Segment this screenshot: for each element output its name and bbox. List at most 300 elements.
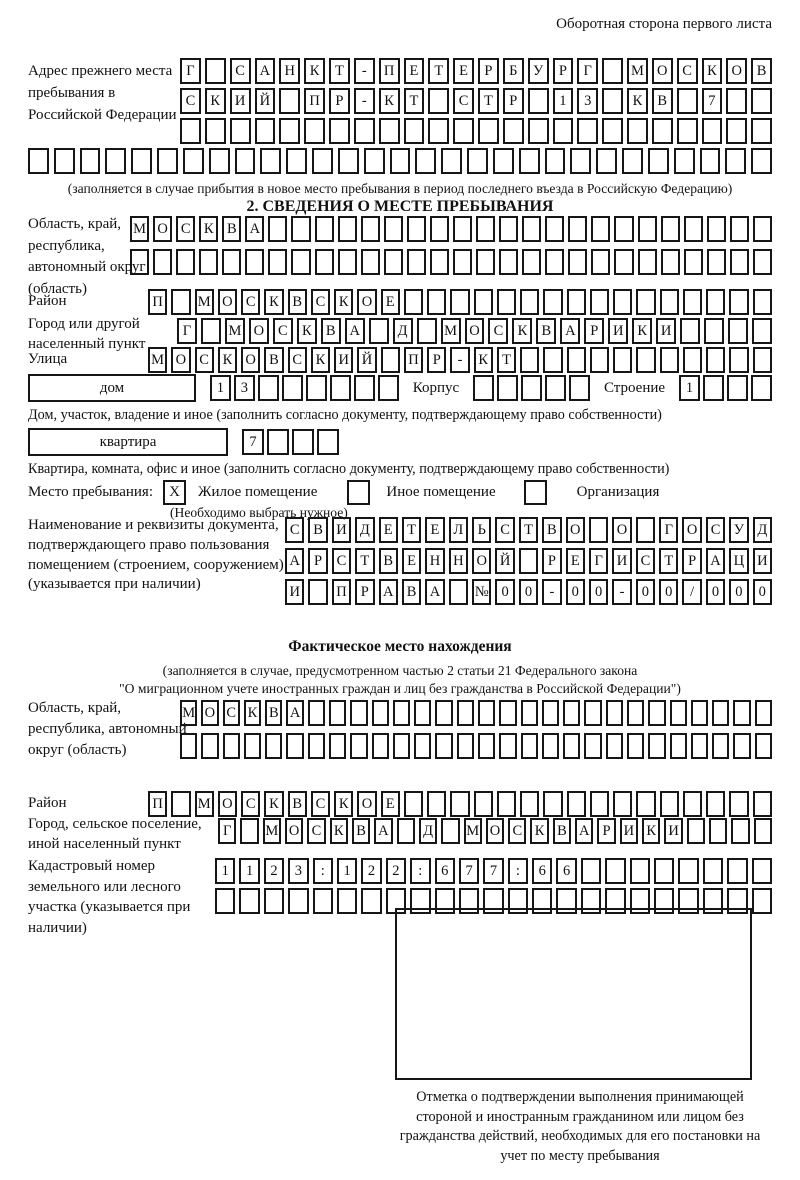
char-cell[interactable]: О <box>357 791 376 817</box>
char-cell[interactable]: - <box>450 347 469 373</box>
char-cell[interactable] <box>683 347 702 373</box>
char-cell[interactable]: М <box>464 818 482 844</box>
char-cell[interactable]: О <box>652 58 673 84</box>
char-cell[interactable]: № <box>472 579 491 605</box>
char-cell[interactable]: К <box>474 347 493 373</box>
char-cell[interactable] <box>755 700 772 726</box>
char-cell[interactable]: О <box>357 289 376 315</box>
char-cell[interactable] <box>636 517 655 543</box>
char-cell[interactable] <box>372 700 389 726</box>
char-cell[interactable]: К <box>264 289 283 315</box>
char-cell[interactable] <box>315 249 334 275</box>
char-cell[interactable] <box>752 888 772 914</box>
char-cell[interactable] <box>28 148 49 174</box>
char-cell[interactable]: Г <box>577 58 598 84</box>
char-cell[interactable] <box>435 733 452 759</box>
char-cell[interactable]: Г <box>180 58 201 84</box>
char-cell[interactable] <box>315 216 334 242</box>
char-cell[interactable] <box>450 289 469 315</box>
char-cell[interactable] <box>660 347 679 373</box>
char-cell[interactable] <box>545 216 564 242</box>
char-cell[interactable]: В <box>751 58 772 84</box>
char-cell[interactable]: К <box>199 216 218 242</box>
char-cell[interactable]: К <box>304 58 325 84</box>
char-cell[interactable] <box>329 700 346 726</box>
char-cell[interactable]: Т <box>428 58 449 84</box>
char-cell[interactable] <box>590 791 609 817</box>
char-cell[interactable]: К <box>379 88 400 114</box>
char-cell[interactable] <box>404 118 425 144</box>
char-cell[interactable]: Р <box>542 548 561 574</box>
char-cell[interactable] <box>223 733 240 759</box>
char-cell[interactable] <box>638 216 657 242</box>
char-cell[interactable] <box>563 733 580 759</box>
char-cell[interactable]: О <box>201 700 218 726</box>
char-cell[interactable] <box>752 318 772 344</box>
char-cell[interactable] <box>497 791 516 817</box>
char-cell[interactable]: С <box>230 58 251 84</box>
char-cell[interactable]: П <box>332 579 351 605</box>
char-cell[interactable] <box>453 249 472 275</box>
char-cell[interactable]: Ц <box>729 548 748 574</box>
char-cell[interactable]: 3 <box>288 858 308 884</box>
char-cell[interactable]: Р <box>584 318 604 344</box>
char-cell[interactable] <box>180 118 201 144</box>
char-cell[interactable]: Г <box>659 517 678 543</box>
char-cell[interactable] <box>453 216 472 242</box>
char-cell[interactable]: Т <box>497 347 516 373</box>
char-cell[interactable]: Р <box>597 818 615 844</box>
char-cell[interactable]: П <box>404 347 423 373</box>
char-cell[interactable] <box>255 118 276 144</box>
char-cell[interactable]: Р <box>503 88 524 114</box>
char-cell[interactable] <box>308 700 325 726</box>
char-cell[interactable]: 6 <box>556 858 576 884</box>
char-cell[interactable] <box>751 148 772 174</box>
char-cell[interactable] <box>476 216 495 242</box>
char-cell[interactable] <box>265 733 282 759</box>
stay-type-checkbox-organization[interactable] <box>524 480 547 505</box>
char-cell[interactable] <box>729 347 748 373</box>
char-cell[interactable] <box>707 249 726 275</box>
char-cell[interactable] <box>478 700 495 726</box>
char-cell[interactable] <box>414 700 431 726</box>
char-cell[interactable] <box>660 289 679 315</box>
char-cell[interactable] <box>329 118 350 144</box>
char-cell[interactable]: А <box>285 548 304 574</box>
char-cell[interactable] <box>304 118 325 144</box>
char-cell[interactable] <box>553 118 574 144</box>
char-cell[interactable]: 2 <box>264 858 284 884</box>
char-cell[interactable] <box>590 289 609 315</box>
char-cell[interactable]: В <box>265 700 282 726</box>
char-cell[interactable] <box>503 118 524 144</box>
char-cell[interactable] <box>707 216 726 242</box>
char-cell[interactable]: К <box>530 818 548 844</box>
char-cell[interactable]: О <box>465 318 485 344</box>
char-cell[interactable] <box>441 818 459 844</box>
char-cell[interactable]: 7 <box>459 858 479 884</box>
char-cell[interactable]: С <box>453 88 474 114</box>
char-cell[interactable]: И <box>612 548 631 574</box>
char-cell[interactable] <box>661 216 680 242</box>
char-cell[interactable]: Т <box>355 548 374 574</box>
char-cell[interactable] <box>652 118 673 144</box>
char-cell[interactable] <box>528 118 549 144</box>
char-cell[interactable] <box>384 216 403 242</box>
char-cell[interactable] <box>677 88 698 114</box>
char-cell[interactable] <box>258 375 279 401</box>
char-cell[interactable]: 1 <box>239 858 259 884</box>
char-cell[interactable]: М <box>195 289 214 315</box>
char-cell[interactable] <box>684 216 703 242</box>
char-cell[interactable]: О <box>285 818 303 844</box>
char-cell[interactable] <box>613 289 632 315</box>
char-cell[interactable] <box>680 318 700 344</box>
char-cell[interactable] <box>497 375 518 401</box>
char-cell[interactable]: Е <box>566 548 585 574</box>
char-cell[interactable] <box>330 375 351 401</box>
char-cell[interactable] <box>543 791 562 817</box>
char-cell[interactable] <box>268 216 287 242</box>
char-cell[interactable] <box>729 289 748 315</box>
char-cell[interactable] <box>407 216 426 242</box>
char-cell[interactable] <box>570 148 591 174</box>
char-cell[interactable] <box>727 858 747 884</box>
char-cell[interactable] <box>183 148 204 174</box>
char-cell[interactable] <box>545 249 564 275</box>
char-cell[interactable]: / <box>682 579 701 605</box>
char-cell[interactable] <box>543 289 562 315</box>
char-cell[interactable] <box>606 700 623 726</box>
char-cell[interactable] <box>733 733 750 759</box>
char-cell[interactable] <box>417 318 437 344</box>
char-cell[interactable]: О <box>566 517 585 543</box>
char-cell[interactable]: С <box>508 818 526 844</box>
char-cell[interactable] <box>427 289 446 315</box>
char-cell[interactable]: П <box>148 289 167 315</box>
char-cell[interactable] <box>522 216 541 242</box>
char-cell[interactable]: Е <box>402 548 421 574</box>
char-cell[interactable] <box>729 791 748 817</box>
char-cell[interactable] <box>312 148 333 174</box>
char-cell[interactable]: Т <box>659 548 678 574</box>
char-cell[interactable] <box>730 216 749 242</box>
char-cell[interactable] <box>350 733 367 759</box>
char-cell[interactable] <box>569 375 590 401</box>
char-cell[interactable] <box>753 216 772 242</box>
char-cell[interactable] <box>703 375 724 401</box>
char-cell[interactable]: 2 <box>361 858 381 884</box>
char-cell[interactable] <box>712 700 729 726</box>
char-cell[interactable] <box>457 733 474 759</box>
char-cell[interactable] <box>543 347 562 373</box>
char-cell[interactable]: И <box>230 88 251 114</box>
char-cell[interactable]: 0 <box>753 579 772 605</box>
char-cell[interactable]: С <box>273 318 293 344</box>
char-cell[interactable] <box>753 791 772 817</box>
char-cell[interactable] <box>291 249 310 275</box>
char-cell[interactable]: О <box>218 791 237 817</box>
char-cell[interactable]: 3 <box>577 88 598 114</box>
char-cell[interactable]: 0 <box>729 579 748 605</box>
char-cell[interactable]: Д <box>355 517 374 543</box>
char-cell[interactable] <box>467 148 488 174</box>
char-cell[interactable]: С <box>495 517 514 543</box>
char-cell[interactable] <box>473 375 494 401</box>
char-cell[interactable] <box>354 118 375 144</box>
char-cell[interactable]: 7 <box>242 429 264 455</box>
char-cell[interactable]: А <box>255 58 276 84</box>
char-cell[interactable] <box>390 148 411 174</box>
char-cell[interactable]: В <box>321 318 341 344</box>
char-cell[interactable] <box>589 517 608 543</box>
char-cell[interactable]: М <box>225 318 245 344</box>
char-cell[interactable] <box>613 791 632 817</box>
char-cell[interactable] <box>478 733 495 759</box>
char-cell[interactable] <box>288 888 308 914</box>
char-cell[interactable]: 3 <box>234 375 255 401</box>
char-cell[interactable] <box>584 733 601 759</box>
char-cell[interactable] <box>725 148 746 174</box>
char-cell[interactable]: : <box>313 858 333 884</box>
char-cell[interactable]: К <box>334 289 353 315</box>
char-cell[interactable]: М <box>441 318 461 344</box>
char-cell[interactable]: Й <box>255 88 276 114</box>
char-cell[interactable]: Н <box>449 548 468 574</box>
char-cell[interactable] <box>404 289 423 315</box>
char-cell[interactable] <box>105 148 126 174</box>
char-cell[interactable] <box>384 249 403 275</box>
char-cell[interactable]: : <box>508 858 528 884</box>
char-cell[interactable]: И <box>608 318 628 344</box>
char-cell[interactable] <box>230 118 251 144</box>
char-cell[interactable] <box>361 249 380 275</box>
char-cell[interactable] <box>700 148 721 174</box>
char-cell[interactable] <box>338 216 357 242</box>
char-cell[interactable] <box>397 818 415 844</box>
char-cell[interactable]: А <box>575 818 593 844</box>
char-cell[interactable]: К <box>632 318 652 344</box>
char-cell[interactable] <box>157 148 178 174</box>
char-cell[interactable] <box>428 88 449 114</box>
char-cell[interactable] <box>591 216 610 242</box>
char-cell[interactable] <box>678 858 698 884</box>
char-cell[interactable] <box>521 733 538 759</box>
char-cell[interactable]: И <box>620 818 638 844</box>
char-cell[interactable]: О <box>612 517 631 543</box>
char-cell[interactable] <box>520 289 539 315</box>
char-cell[interactable] <box>264 888 284 914</box>
char-cell[interactable] <box>130 249 149 275</box>
char-cell[interactable]: Е <box>379 517 398 543</box>
char-cell[interactable] <box>563 700 580 726</box>
char-cell[interactable]: С <box>311 791 330 817</box>
char-cell[interactable]: П <box>304 88 325 114</box>
char-cell[interactable]: - <box>354 88 375 114</box>
char-cell[interactable] <box>567 791 586 817</box>
char-cell[interactable] <box>706 289 725 315</box>
char-cell[interactable]: С <box>241 289 260 315</box>
char-cell[interactable]: Т <box>329 58 350 84</box>
char-cell[interactable] <box>317 429 339 455</box>
char-cell[interactable] <box>379 118 400 144</box>
char-cell[interactable]: В <box>288 791 307 817</box>
char-cell[interactable] <box>239 888 259 914</box>
char-cell[interactable] <box>613 347 632 373</box>
stay-type-checkbox-other[interactable] <box>347 480 370 505</box>
char-cell[interactable] <box>706 347 725 373</box>
char-cell[interactable]: - <box>354 58 375 84</box>
char-cell[interactable] <box>606 733 623 759</box>
char-cell[interactable]: Р <box>553 58 574 84</box>
char-cell[interactable] <box>542 733 559 759</box>
char-cell[interactable] <box>393 700 410 726</box>
char-cell[interactable] <box>754 818 772 844</box>
char-cell[interactable] <box>730 249 749 275</box>
char-cell[interactable]: Н <box>279 58 300 84</box>
char-cell[interactable]: У <box>729 517 748 543</box>
char-cell[interactable]: У <box>528 58 549 84</box>
char-cell[interactable] <box>731 818 749 844</box>
char-cell[interactable] <box>493 148 514 174</box>
char-cell[interactable]: Р <box>308 548 327 574</box>
char-cell[interactable] <box>520 791 539 817</box>
char-cell[interactable]: К <box>311 347 330 373</box>
char-cell[interactable] <box>435 700 452 726</box>
char-cell[interactable] <box>430 249 449 275</box>
char-cell[interactable] <box>636 289 655 315</box>
char-cell[interactable]: Т <box>478 88 499 114</box>
char-cell[interactable] <box>755 733 772 759</box>
char-cell[interactable] <box>726 118 747 144</box>
char-cell[interactable]: И <box>753 548 772 574</box>
char-cell[interactable]: К <box>330 818 348 844</box>
char-cell[interactable]: 2 <box>386 858 406 884</box>
char-cell[interactable] <box>638 249 657 275</box>
char-cell[interactable] <box>476 249 495 275</box>
char-cell[interactable]: 0 <box>495 579 514 605</box>
char-cell[interactable]: Н <box>425 548 444 574</box>
char-cell[interactable]: О <box>726 58 747 84</box>
char-cell[interactable]: Е <box>425 517 444 543</box>
char-cell[interactable]: А <box>374 818 392 844</box>
char-cell[interactable]: В <box>536 318 556 344</box>
char-cell[interactable] <box>286 148 307 174</box>
char-cell[interactable] <box>449 579 468 605</box>
char-cell[interactable] <box>691 700 708 726</box>
char-cell[interactable]: В <box>652 88 673 114</box>
char-cell[interactable] <box>519 548 538 574</box>
char-cell[interactable]: С <box>180 88 201 114</box>
char-cell[interactable] <box>430 216 449 242</box>
char-cell[interactable] <box>361 216 380 242</box>
char-cell[interactable]: С <box>636 548 655 574</box>
char-cell[interactable] <box>199 249 218 275</box>
char-cell[interactable]: В <box>379 548 398 574</box>
char-cell[interactable] <box>369 318 389 344</box>
char-cell[interactable] <box>153 249 172 275</box>
char-cell[interactable]: 1 <box>215 858 235 884</box>
char-cell[interactable] <box>267 429 289 455</box>
char-cell[interactable]: О <box>218 289 237 315</box>
char-cell[interactable] <box>674 148 695 174</box>
char-cell[interactable] <box>521 375 542 401</box>
char-cell[interactable] <box>520 347 539 373</box>
char-cell[interactable] <box>215 888 235 914</box>
char-cell[interactable] <box>661 249 680 275</box>
char-cell[interactable] <box>670 733 687 759</box>
char-cell[interactable] <box>630 858 650 884</box>
char-cell[interactable] <box>372 733 389 759</box>
char-cell[interactable] <box>712 733 729 759</box>
char-cell[interactable] <box>286 733 303 759</box>
char-cell[interactable] <box>279 88 300 114</box>
char-cell[interactable] <box>378 375 399 401</box>
char-cell[interactable]: А <box>706 548 725 574</box>
char-cell[interactable] <box>752 858 772 884</box>
char-cell[interactable]: - <box>542 579 561 605</box>
char-cell[interactable]: О <box>486 818 504 844</box>
char-cell[interactable]: 0 <box>589 579 608 605</box>
char-cell[interactable] <box>428 118 449 144</box>
char-cell[interactable] <box>528 88 549 114</box>
char-cell[interactable]: Р <box>355 579 374 605</box>
char-cell[interactable] <box>205 118 226 144</box>
char-cell[interactable]: С <box>488 318 508 344</box>
char-cell[interactable] <box>728 318 748 344</box>
char-cell[interactable]: К <box>244 700 261 726</box>
char-cell[interactable]: П <box>379 58 400 84</box>
char-cell[interactable] <box>176 249 195 275</box>
char-cell[interactable] <box>282 375 303 401</box>
char-cell[interactable]: О <box>682 517 701 543</box>
char-cell[interactable] <box>338 249 357 275</box>
char-cell[interactable]: К <box>627 88 648 114</box>
char-cell[interactable]: Е <box>381 791 400 817</box>
char-cell[interactable]: В <box>288 289 307 315</box>
char-cell[interactable]: С <box>677 58 698 84</box>
char-cell[interactable] <box>350 700 367 726</box>
char-cell[interactable]: 6 <box>532 858 552 884</box>
char-cell[interactable] <box>131 148 152 174</box>
char-cell[interactable]: О <box>472 548 491 574</box>
char-cell[interactable] <box>702 118 723 144</box>
char-cell[interactable]: Й <box>495 548 514 574</box>
char-cell[interactable]: К <box>702 58 723 84</box>
char-cell[interactable] <box>706 791 725 817</box>
char-cell[interactable] <box>581 858 601 884</box>
char-cell[interactable] <box>292 429 314 455</box>
char-cell[interactable] <box>497 289 516 315</box>
char-cell[interactable] <box>683 791 702 817</box>
char-cell[interactable] <box>478 118 499 144</box>
char-cell[interactable] <box>209 148 230 174</box>
char-cell[interactable]: С <box>311 289 330 315</box>
char-cell[interactable] <box>308 579 327 605</box>
char-cell[interactable] <box>407 249 426 275</box>
char-cell[interactable] <box>364 148 385 174</box>
char-cell[interactable]: А <box>379 579 398 605</box>
char-cell[interactable]: С <box>307 818 325 844</box>
char-cell[interactable]: М <box>130 216 149 242</box>
char-cell[interactable] <box>521 700 538 726</box>
char-cell[interactable]: П <box>148 791 167 817</box>
char-cell[interactable]: И <box>656 318 676 344</box>
char-cell[interactable]: Г <box>218 818 236 844</box>
char-cell[interactable] <box>636 791 655 817</box>
char-cell[interactable]: К <box>512 318 532 344</box>
